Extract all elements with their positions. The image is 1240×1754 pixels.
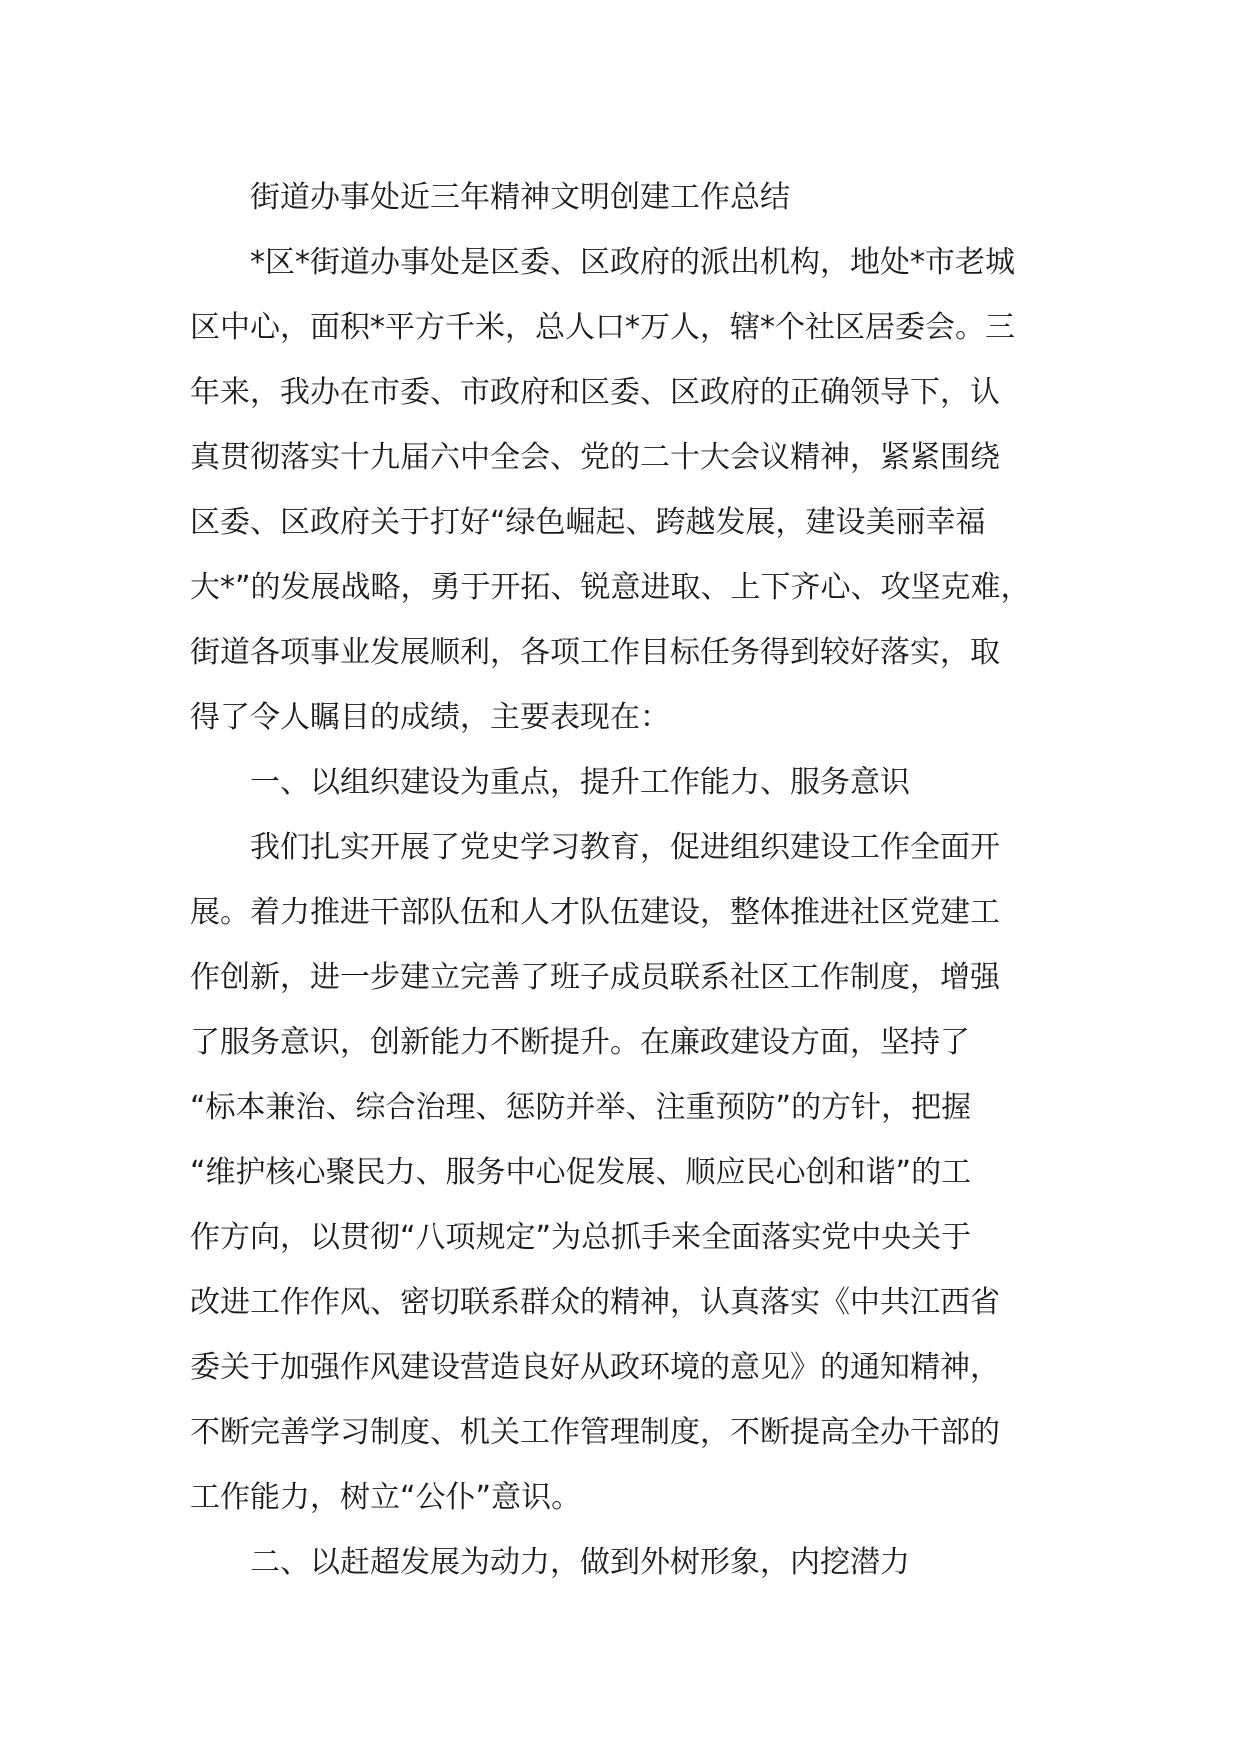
section-heading-2-container (190, 1530, 1090, 1595)
paragraph-line: “维护核心聚民力、服务中心促发展、顺应民心创和谐”的工 (190, 1155, 972, 1190)
paragraph-line: 作方向，以贯彻“八项规定”为总抓手来全面落实党中央关于 (190, 1220, 972, 1255)
document-body (190, 165, 1090, 1530)
paragraph-line: *区*街道办事处是区委、区政府的派出机构，地处*市老城 (190, 245, 1015, 280)
paragraph-line: 年来，我办在市委、市政府和区委、区政府的正确领导下，认 (190, 375, 1000, 410)
paragraph-line: 我们扎实开展了党史学习教育，促进组织建设工作全面开 (190, 830, 1000, 865)
paragraph-line: 大*”的发展战略，勇于开拓、锐意进取、上下齐心、攻坚克难， (190, 570, 1031, 605)
paragraph-line: 工作能力，树立“公仆”意识。 (190, 1480, 582, 1515)
paragraph-line: 了服务意识，创新能力不断提升。在廉政建设方面，坚持了 (190, 1025, 970, 1060)
paragraph-line: 委关于加强作风建设营造良好从政环境的意见》的通知精神， (190, 1350, 1000, 1385)
paragraph-line: 街道各项事业发展顺利，各项工作目标任务得到较好落实，取 (190, 635, 1000, 670)
paragraph-line: 区委、区政府关于打好“绿色崛起、跨越发展，建设美丽幸福 (190, 505, 986, 540)
paragraph-line: “标本兼治、综合治理、惩防并举、注重预防”的方针，把握 (190, 1090, 972, 1125)
paragraph-line: 真贯彻落实十九届六中全会、党的二十大会议精神，紧紧围绕 (190, 440, 1000, 475)
paragraph-line: 不断完善学习制度、机关工作管理制度，不断提高全办干部的 (190, 1415, 1000, 1450)
paragraph-line: 作创新，进一步建立完善了班子成员联系社区工作制度，增强 (190, 960, 1000, 995)
document-title (190, 165, 1090, 230)
paragraph-line: 区中心，面积*平方千米，总人口*万人，辖*个社区居委会。三 (190, 310, 1015, 345)
paragraph-line: 得了令人瞩目的成绩，主要表现在： (190, 700, 670, 735)
document-title-text: 街道办事处近三年精神文明创建工作总结 (250, 180, 790, 215)
section-heading-1: 一、以组织建设为重点，提升工作能力、服务意识 (190, 765, 910, 800)
paragraph-line: 展。着力推进干部队伍和人才队伍建设，整体推进社区党建工 (190, 895, 1000, 930)
section-heading-2: 二、以赶超发展为动力，做到外树形象，内挖潜力 (190, 1545, 910, 1580)
paragraph-line: 改进工作作风、密切联系群众的精神，认真落实《中共江西省 (190, 1285, 1000, 1320)
